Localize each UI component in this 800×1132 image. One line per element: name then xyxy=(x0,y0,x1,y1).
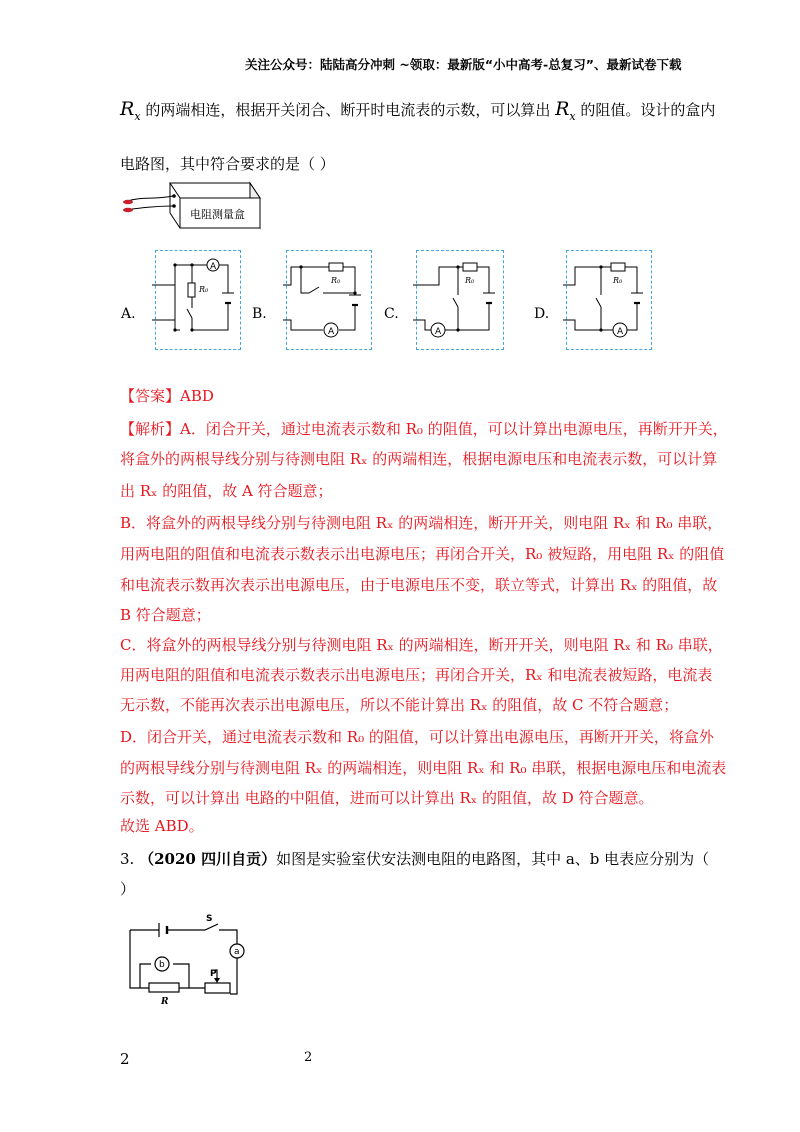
question-line-1 xyxy=(120,98,715,123)
analysis-line-13: 示数，可以计算出 电路的中阻值，进而可以计算出 Rₓ 的阻值，故 D 符合题意。 xyxy=(120,789,654,807)
analysis-line-1: 【解析】A．闭合开关，通过电流表示数和 R₀ 的阻值，可以计算出电源电压，再断开开关， xyxy=(120,420,728,438)
answer-value: ABD xyxy=(180,387,214,405)
ammeter-c-label: A xyxy=(435,327,442,337)
analysis-line-9: 用两电阻的阻值和电流表示数表示出电源电压；再闭合开关，Rₓ 和电流表被短路，电流表 xyxy=(120,666,713,684)
analysis-line-4: B．将盒外的两根导线分别与待测电阻 Rₓ 的两端相连，断开开关，则电阻 Rₓ 和 R₀ 串联， xyxy=(120,514,723,532)
box-label: 电阻测量盒 xyxy=(190,208,245,221)
analysis-line-6: 和电流表示数再次表示出电源电压，由于电源电压不变，联立等式，计算出 Rₓ 的阻值，故 xyxy=(120,576,718,594)
analysis-line-11: D．闭合开关，通过电流表示数和 R₀ 的阻值，可以计算出电源电压，再断开开关，将盒外 xyxy=(120,728,714,746)
page-number-left: 2 xyxy=(120,1050,130,1068)
page-header: 关注公众号：陆陆高分冲刺 ~领取：最新版“小中高考-总复习”、最新试卷下载 xyxy=(245,57,682,72)
voltammetry-circuit xyxy=(125,912,245,1012)
option-d-label: D. xyxy=(534,306,550,322)
q3-text: 如图是实验室伏安法测电阻的电路图，其中 a、b 电表应分别为（ xyxy=(276,850,710,868)
circuit-c xyxy=(401,245,501,355)
circuit-d xyxy=(551,245,651,355)
analysis-conclusion: 故选 ABD。 xyxy=(120,817,204,835)
ammeter-b-label: A xyxy=(328,327,335,337)
question-line-1-a: 的两端相连，根据开关闭合、断开时电流表的示数，可以算出 xyxy=(145,101,551,119)
analysis-line-7: B 符合题意； xyxy=(120,606,211,624)
resistor-r-label: R xyxy=(161,997,169,1007)
q3-source: （2020 四川自贡） xyxy=(139,850,277,868)
r0-c-label: R₀ xyxy=(465,276,475,285)
analysis-line-2: 将盒外的两根导线分别与待测电阻 Rₓ 的两端相连，根据电源电压和电流表示数，可以计算 xyxy=(120,450,718,468)
analysis-line-10: 无示数，不能再次表示出电源电压，所以不能计算出 Rₓ 的阻值，故 C 不符合题意； xyxy=(120,696,679,714)
meter-a-label: a xyxy=(234,947,240,957)
circuit-b xyxy=(271,245,371,355)
ammeter-d-label: A xyxy=(617,327,624,337)
q3-line-2: ） xyxy=(120,880,136,898)
r0-a-label: R₀ xyxy=(199,285,209,294)
analysis-label: 【解析】 xyxy=(120,420,181,438)
rx-symbol-2: $R_x$ xyxy=(555,98,576,123)
meter-b-label: b xyxy=(159,960,165,970)
analysis-line-12: 的两根导线分别与待测电阻 Rₓ 的两端相连，则电阻 Rₓ 和 R₀ 串联，根据电源电压和电流表 xyxy=(120,759,727,777)
analysis-line-5: 用两电阻的阻值和电流表示数表示出电源电压；再闭合开关，R₀ 被短路，用电阻 Rₓ 的阻值 xyxy=(120,545,725,563)
question-line-2: 电路图，其中符合要求的是（ ） xyxy=(120,155,335,173)
option-c-label: C. xyxy=(384,306,399,322)
analysis-line-8: C．将盒外的两根导线分别与待测电阻 Rₓ 的两端相连，断开开关，则电阻 Rₓ 和 R₀ 串联， xyxy=(120,636,723,654)
switch-s-label: S xyxy=(206,914,213,924)
page-number-center: 2 xyxy=(304,1050,313,1065)
answer-line xyxy=(120,385,214,406)
r0-d-label: R₀ xyxy=(613,276,623,285)
q3-number: 3. xyxy=(120,850,135,868)
circuit-a xyxy=(140,245,240,355)
slider-p-label: P xyxy=(210,969,217,979)
question-line-1-b: 的阻值。设计的盒内 xyxy=(580,101,716,119)
analysis-line-3: 出 Rₓ 的阻值，故 A 符合题意； xyxy=(120,482,333,500)
q3-line-1 xyxy=(120,848,709,869)
answer-label: 【答案】 xyxy=(120,387,181,405)
ammeter-a-label: A xyxy=(210,262,217,272)
option-a-label: A. xyxy=(121,306,136,322)
rx-symbol: $R_x$ xyxy=(120,98,141,123)
option-b-label: B. xyxy=(252,306,267,322)
r0-b-label: R₀ xyxy=(331,276,341,285)
measurement-box-figure xyxy=(120,180,260,230)
